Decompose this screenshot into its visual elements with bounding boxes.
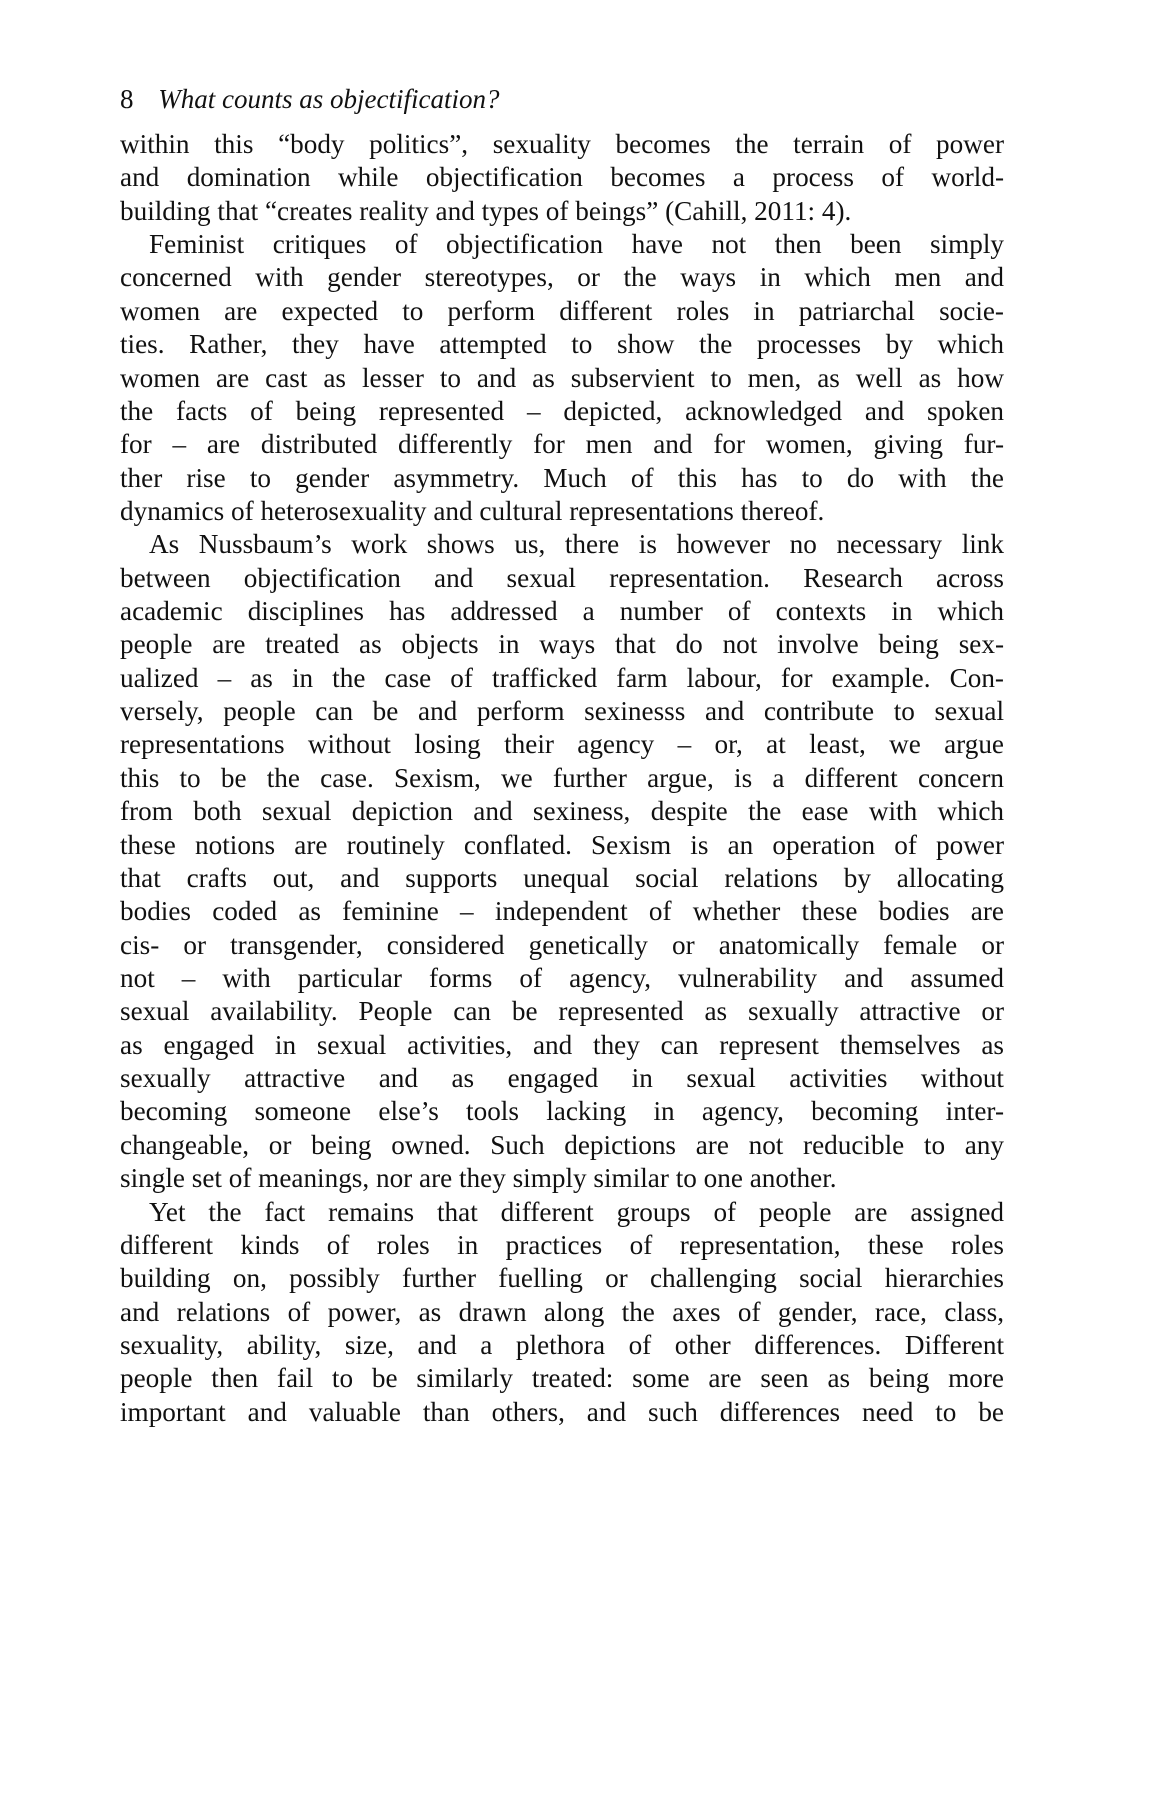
paragraph-4 [120,1196,1004,1430]
text-line: as engaged in sexual activities, and they can represent themselves as [120,1029,1004,1060]
text-line: from both sexual depiction and sexiness, despite the ease with which [120,796,1004,827]
text-line: within this “body politics”, sexuality becomes the terrain of power [120,129,1004,159]
running-head [120,82,499,116]
text-line: sexuality, ability, size, and a plethora of other differences. Different [120,1329,1004,1360]
paragraph-3 [120,528,1004,1195]
page-number: 8 [120,84,134,114]
text-line: people are treated as objects in ways that do not involve being sex- [120,629,1004,660]
text-line: these notions are routinely conflated. Sexism is an operation of power [120,829,1004,860]
text-line: and relations of power, as drawn along the axes of gender, race, class, [120,1296,1004,1327]
body-text [120,128,1004,1429]
text-line: people then fail to be similarly treated: some are seen as being more [120,1363,1004,1394]
text-line: ualized – as in the case of trafficked farm labour, for example. Con- [120,662,1004,693]
text-line: representations without losing their agency – or, at least, we argue [120,729,1004,760]
paragraph-2 [120,228,1004,528]
text-line: sexual availability. People can be represented as sexually attractive or [120,996,1004,1027]
text-line: Feminist critiques of objectification have not then been simply [149,229,1004,260]
text-line: the facts of being represented – depicted, acknowledged and spoken [120,395,1004,426]
text-line: women are expected to perform different roles in patriarchal socie- [120,295,1004,326]
text-line: that crafts out, and supports unequal social relations by allocating [120,862,1004,893]
chapter-title: What counts as objectification? [158,84,500,114]
text-line: cis- or transgender, considered genetically or anatomically female or [120,929,1004,960]
text-line: single set of meanings, nor are they simply similar to one another. [120,1163,837,1194]
text-line: As Nussbaum’s work shows us, there is however no necessary link [149,529,1004,560]
text-line: becoming someone else’s tools lacking in agency, becoming inter- [120,1096,1004,1127]
text-line: different kinds of roles in practices of representation, these roles [120,1229,1004,1260]
text-line: building that “creates reality and types of beings” (Cahill, 2011: 4). [120,195,852,226]
text-line: building on, possibly further fuelling or challenging social hierarchies [120,1263,1004,1294]
paragraph-1 [120,128,1004,228]
text-line: academic disciplines has addressed a number of contexts in which [120,596,1004,627]
text-line: Yet the fact remains that different groups of people are assigned [149,1196,1004,1227]
text-line: versely, people can be and perform sexinesss and contribute to sexual [120,696,1004,727]
text-line: women are cast as lesser to and as subservient to men, as well as how [120,362,1004,393]
text-line: concerned with gender stereotypes, or the ways in which men and [120,262,1004,293]
text-line: sexually attractive and as engaged in sexual activities without [120,1063,1004,1094]
text-line: not – with particular forms of agency, vulnerability and assumed [120,962,1004,993]
text-line: between objectification and sexual representation. Research across [120,562,1004,593]
text-line: for – are distributed differently for men and for women, giving fur- [120,429,1004,460]
text-line: ther rise to gender asymmetry. Much of this has to do with the [120,462,1004,493]
text-line: ties. Rather, they have attempted to show the processes by which [120,329,1004,360]
text-line: important and valuable than others, and such differences need to be [120,1396,1004,1427]
text-line: this to be the case. Sexism, we further argue, is a different concern [120,762,1004,793]
text-line: dynamics of heterosexuality and cultural representations thereof. [120,495,825,526]
text-line: changeable, or being owned. Such depictions are not reducible to any [120,1129,1004,1160]
text-line: and domination while objectification becomes a process of world- [120,162,1004,193]
text-line: bodies coded as feminine – independent of whether these bodies are [120,896,1004,927]
